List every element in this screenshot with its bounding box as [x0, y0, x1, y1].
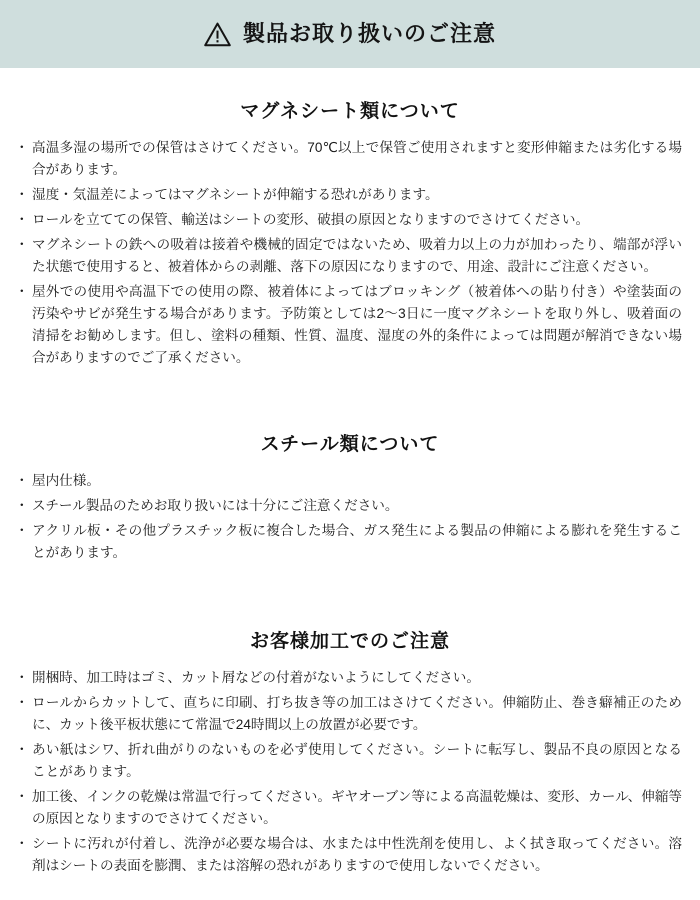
list-item: ・ 高温多湿の場所での保管はさけてください。70℃以上で保管ご使用されますと変形伸縮または劣化する場合があります。: [18, 137, 682, 181]
section-steel: [18, 429, 682, 564]
list-item: ・ マグネシートの鉄への吸着は接着や機械的固定ではないため、吸着力以上の力が加わったり、端部が浮いた状態で使用すると、被着体からの剥離、落下の原因になりますので、用途、設計にご注意ください。: [18, 234, 682, 278]
notice-list: [18, 470, 682, 564]
section-title: スチール類について: [260, 434, 440, 456]
list-item: ・ 屋内仕様。: [18, 470, 682, 492]
list-item: ・ ロールからカットして、直ちに印刷、打ち抜き等の加工はさけてください。伸縮防止、巻き癖補正のために、カット後平板状態にて常温で24時間以上の放置が必要です。: [18, 692, 682, 736]
notice-content: [0, 96, 700, 877]
section-title: お客様加工でのご注意: [249, 631, 450, 653]
page-title: 製品お取り扱いのご注意: [242, 21, 496, 46]
section-magnet-sheet: [18, 96, 682, 369]
notice-list: [18, 137, 682, 369]
list-item: ・ あい紙はシワ、折れ曲がりのないものを必ず使用してください。シートに転写し、製品不良の原因となることがあります。: [18, 739, 682, 783]
list-item: ・ ロールを立てての保管、輸送はシートの変形、破損の原因となりますのでさけてください。: [18, 209, 682, 231]
section-customer-processing: [18, 626, 682, 877]
list-item: ・ 加工後、インクの乾燥は常温で行ってください。ギヤオーブン等による高温乾燥は、変形、カール、伸縮等の原因となりますのでさけてください。: [18, 786, 682, 830]
header-content: [204, 22, 496, 47]
list-item: ・ 開梱時、加工時はゴミ、カット屑などの付着がないようにしてください。: [18, 667, 682, 689]
list-item: ・ 湿度・気温差によってはマグネシートが伸縮する恐れがあります。: [18, 184, 682, 206]
notice-list: [18, 667, 682, 877]
page-header-banner: [0, 0, 700, 68]
list-item: ・ スチール製品のためお取り扱いには十分にご注意ください。: [18, 495, 682, 517]
warning-triangle-icon: [204, 22, 231, 47]
list-item: ・ アクリル板・その他プラスチック板に複合した場合、ガス発生による製品の伸縮による膨れを発生することがあります。: [18, 520, 682, 564]
section-title: マグネシート類について: [240, 101, 460, 122]
list-item: ・ 屋外での使用や高温下での使用の際、被着体によってはブロッキング（被着体への貼り付き）や塗装面の汚染やサビが発生する場合があります。予防策としては2～3日に一度マグネシートを取り外し、吸着面の清掃をお勧めします。但し、塗料の種類、性質、温度、湿度の外的条件によっては問題が解消できない場合がありますのでご了承ください。: [18, 281, 682, 369]
list-item: ・ シートに汚れが付着し、洗浄が必要な場合は、水または中性洗剤を使用し、よく拭き取ってください。溶剤はシートの表面を膨潤、または溶解の恐れがありますので使用しないでください。: [18, 833, 682, 877]
